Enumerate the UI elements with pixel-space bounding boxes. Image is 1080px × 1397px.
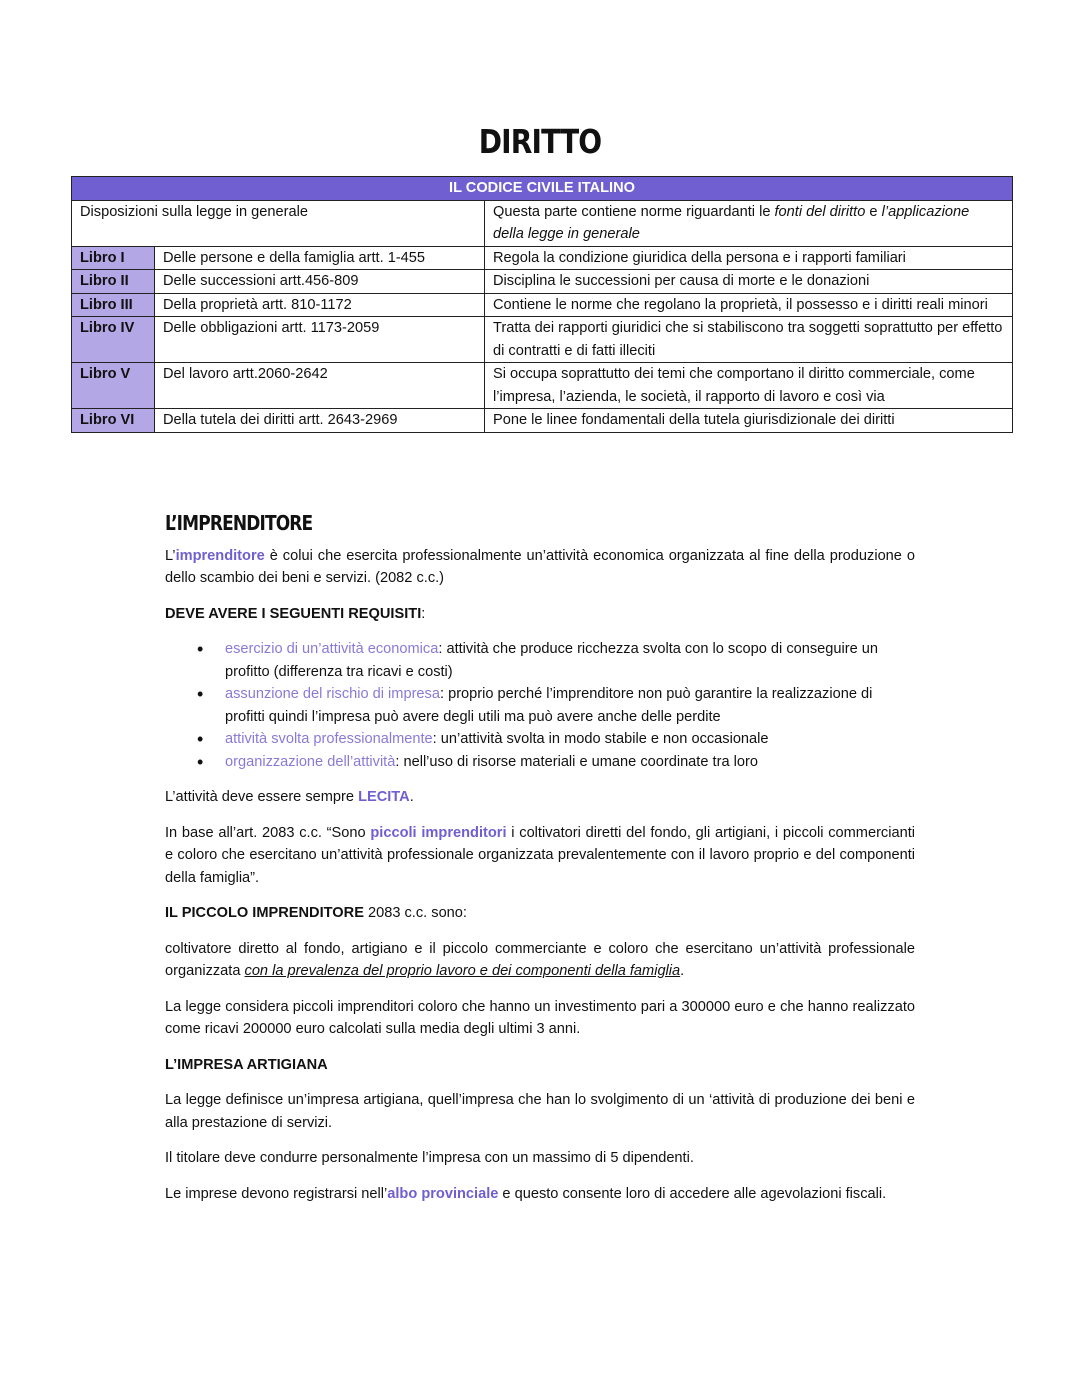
paragraph [165, 603, 915, 626]
bold-text: L’IMPRESA ARTIGIANA [165, 1056, 328, 1073]
paragraph: La legge definisce un’impresa artigiana, quell’impresa che han lo svolgimento di un ‘attività di produzione dei beni e alla prestazione di servizi. [165, 1092, 915, 1131]
table-row [72, 270, 1013, 294]
paragraph [165, 938, 915, 983]
table-row [72, 363, 1013, 409]
section-heading: L’IMPRENDITORE [165, 511, 313, 535]
list-item [225, 638, 915, 683]
libro-description: Regola la condizione giuridica della persona e i rapporti familiari [485, 246, 1013, 270]
text: 2083 c.c. sono: [363, 905, 467, 921]
text: : proprio perché l’imprenditore non può garantire la realizzazione di profitti quindi l’impresa può avere degli utili ma può avere anche delle perdite [225, 686, 873, 725]
libro-title: Delle successioni artt.456-809 [155, 270, 485, 294]
text: Questa parte contiene norme riguardanti le [493, 203, 775, 220]
term: organizzazione dell’attività [225, 753, 396, 770]
codice-civile-table [71, 176, 1013, 433]
libro-description: Disciplina le successioni per causa di morte e le donazioni [485, 270, 1013, 294]
bold-text: DEVE AVERE I SEGUENTI REQUISITI [165, 605, 422, 622]
libro-description: Pone le linee fondamentali della tutela giurisdizionale dei diritti [485, 409, 1013, 433]
highlight: albo provinciale [387, 1185, 499, 1202]
libro-title: Delle obbligazioni artt. 1173-2059 [155, 317, 485, 363]
paragraph [165, 902, 915, 925]
text: è colui che esercita professionalmente un’attività economica organizzata al fine della produzione o dello scambio dei beni e servizi. (2082 c.c.) [165, 547, 915, 586]
paragraph [165, 1183, 915, 1206]
libro-description: Tratta dei rapporti giuridici che si stabiliscono tra soggetti soprattutto per effetto di contratti e di fatti illeciti [485, 317, 1013, 363]
text: . [680, 963, 685, 979]
highlight: LECITA [358, 789, 410, 805]
intro-cell: Disposizioni sulla legge in generale [72, 200, 485, 246]
text: . [409, 789, 414, 805]
libro-label: Libro VI [72, 409, 155, 433]
term: esercizio di un’attività economica [225, 641, 439, 657]
italic-text: fonti del diritto [774, 203, 866, 220]
text: e [865, 203, 882, 220]
bold-text: IL PICCOLO IMPRENDITORE [165, 905, 364, 921]
libro-label: Libro III [72, 293, 155, 317]
libro-description: Contiene le norme che regolano la proprietà, il possesso e i diritti reali minori [485, 293, 1013, 317]
text: coltivatore diretto al fondo, artigiano e il piccolo commerciante e coloro che esercitano un’attività professionale organizzata [165, 940, 915, 979]
libro-title: Del lavoro artt.2060-2642 [155, 363, 485, 409]
list-item [225, 728, 915, 751]
table-row [72, 200, 1013, 246]
paragraph [165, 822, 915, 890]
italic-text: l’applicazione della legge in generale [493, 203, 970, 242]
text: L’attività deve essere sempre [165, 789, 359, 805]
table-row [72, 246, 1013, 270]
term: attività svolta professionalmente [225, 731, 433, 747]
libro-label: Libro V [72, 363, 155, 409]
text: : un’attività svolta in modo stabile e non occasionale [432, 731, 769, 747]
list-item [225, 683, 915, 728]
text: In base all’art. 2083 c.c. “Sono [165, 824, 371, 841]
paragraph [165, 786, 915, 809]
libro-label: Libro I [72, 246, 155, 270]
libro-title: Delle persone e della famiglia artt. 1-455 [155, 246, 485, 270]
subheading [165, 1054, 915, 1077]
highlight: imprenditore [175, 547, 265, 564]
page-title: DIRITTO [478, 122, 602, 161]
text: i coltivatori diretti del fondo, gli artigiani, i piccoli commercianti e coloro che esercitano un’attività professionale organizzata prevalentemente con il lavoro proprio e del componenti della famiglia”. [165, 824, 916, 886]
libro-title: Della tutela dei diritti artt. 2643-2969 [155, 409, 485, 433]
underlined-text: con la prevalenza del proprio lavoro e dei componenti della famiglia [244, 963, 681, 979]
table-row [72, 409, 1013, 433]
intro-desc [485, 200, 1013, 246]
term: assunzione del rischio di impresa [225, 686, 440, 702]
table-row [72, 317, 1013, 363]
list-item [225, 751, 915, 774]
highlight: piccoli imprenditori [370, 824, 507, 841]
text: e questo consente loro di accedere alle agevolazioni fiscali. [498, 1185, 887, 1202]
libro-description: Si occupa soprattutto dei temi che comportano il diritto commerciale, come l’impresa, l’azienda, le società, il rapporto di lavoro e così via [485, 363, 1013, 409]
text: Le imprese devono registrarsi nell’ [165, 1185, 388, 1202]
paragraph: La legge considera piccoli imprenditori coloro che hanno un investimento pari a 300000 euro e che hanno realizzato come ricavi 200000 euro calcolati sulla media degli ultimi 3 anni. [165, 998, 915, 1037]
table-header-row [72, 177, 1013, 201]
libro-label: Libro II [72, 270, 155, 294]
libro-label: Libro IV [72, 317, 155, 363]
text: L’ [165, 547, 176, 564]
text: : [421, 605, 426, 622]
imprenditore-section [165, 512, 915, 1218]
paragraph: Il titolare deve condurre personalmente l’impresa con un massimo di 5 dipendenti. [165, 1150, 694, 1166]
table-title: IL CODICE CIVILE ITALINO [72, 177, 1013, 201]
requirements-list [165, 638, 915, 773]
text: : nell’uso di risorse materiali e umane coordinate tra loro [395, 753, 758, 770]
text: : attività che produce ricchezza svolta con lo scopo di conseguire un profitto (differenza tra ricavi e costi) [225, 641, 879, 680]
libro-title: Della proprietà artt. 810-1172 [155, 293, 485, 317]
table-row [72, 293, 1013, 317]
paragraph [165, 545, 915, 590]
